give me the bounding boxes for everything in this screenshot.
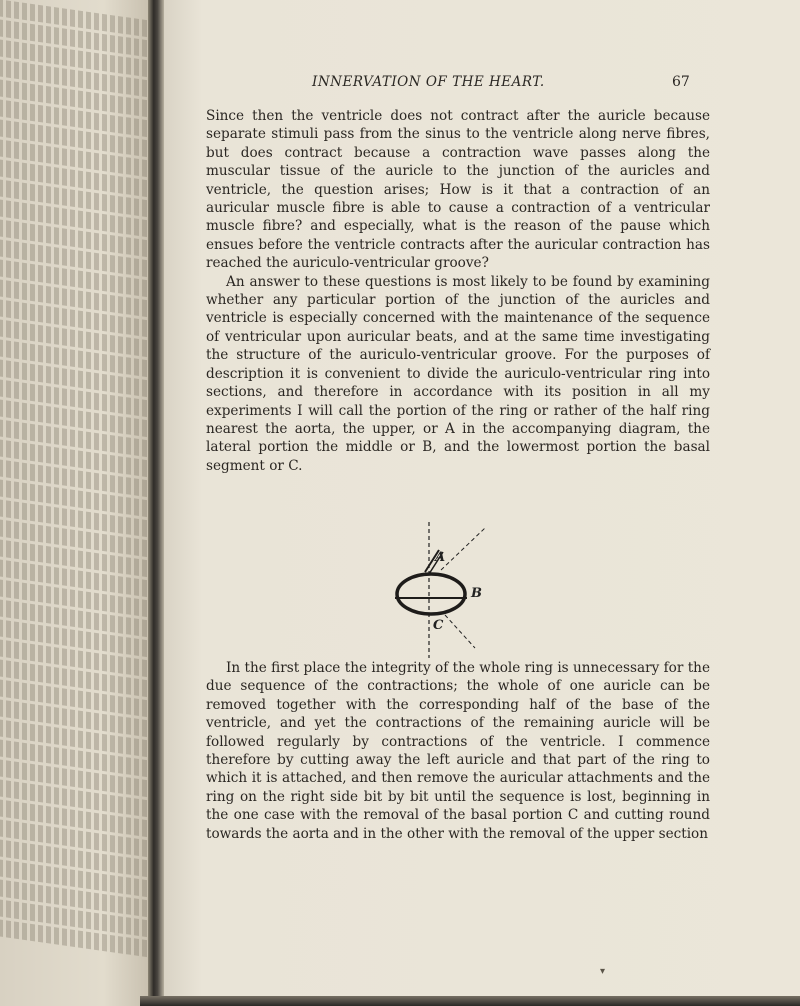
dashed-diagonal-upper bbox=[441, 528, 485, 570]
book-gutter bbox=[148, 0, 164, 1006]
page-mark: ▾ bbox=[600, 966, 606, 977]
facing-page bbox=[0, 0, 148, 1006]
running-head: INNERVATION OF THE HEART. bbox=[312, 74, 545, 90]
facing-page-bleed-text bbox=[0, 0, 148, 962]
label-b: B bbox=[471, 586, 482, 601]
paragraph: Since then the ventricle does not contract after the auricle because separate stimuli pass from the sinus to the ventricle along nerve fibres, but does contract because a contraction wave passes along the muscular tissue of the auricle to the junction of the auricles and ventricle, the question arises; How is it that a contraction of an auricular muscle fibre is able to cause a contraction of a ventricular muscle fibre? and especially, what is the reason of the pause which ensues before the ventricle contracts after the auricular contraction has reached the auriculo-ventricular groove? bbox=[206, 108, 710, 272]
paragraph: In the first place the integrity of the whole ring is unnecessary for the due sequence of the contractions; the whole of one auricle can be removed together with the corresponding half of the base of the ventricle, and yet the contractions of the remaining auricle will be followed regularly by contractions of the ventricle. I commence therefore by cutting away the left auricle and that part of the ring to which it is attached, and then remove the auricular attachments and the ring on the right side bit by bit until the sequence is lost, beginning in the one case with the removal of the basal portion C and cutting round towards the aorta and in the other with the removal of the upper section bbox=[206, 660, 710, 842]
body-text-bottom bbox=[206, 659, 710, 843]
label-a: A bbox=[435, 550, 446, 565]
page-bottom-edge bbox=[140, 996, 800, 1006]
ring-ellipse bbox=[397, 574, 465, 614]
dashed-diagonal-lower bbox=[445, 615, 475, 648]
label-c: C bbox=[433, 618, 444, 633]
paragraph: An answer to these questions is most likely to be found by examining whether any particular portion of the junction of the auricles and ventricle is especially concerned with the maintenance of the sequence of ventricular upon auricular beats, and at the same time investigating the structure of the auriculo-ventricular groove. For the purposes of description it is convenient to divide the auriculo-ventricular ring into sections, and therefore in accordance with its position in all my experiments I will call the portion of the ring or rather of the half ring nearest the aorta, the upper, or A in the accompanying diagram, the lateral portion the middle or B, and the lowermost portion the basal segment or C. bbox=[206, 273, 710, 474]
auriculo-ventricular-ring-diagram bbox=[385, 520, 505, 660]
ring-diagram-svg bbox=[385, 520, 505, 660]
page-number: 67 bbox=[672, 74, 690, 90]
body-text-top bbox=[206, 107, 710, 475]
